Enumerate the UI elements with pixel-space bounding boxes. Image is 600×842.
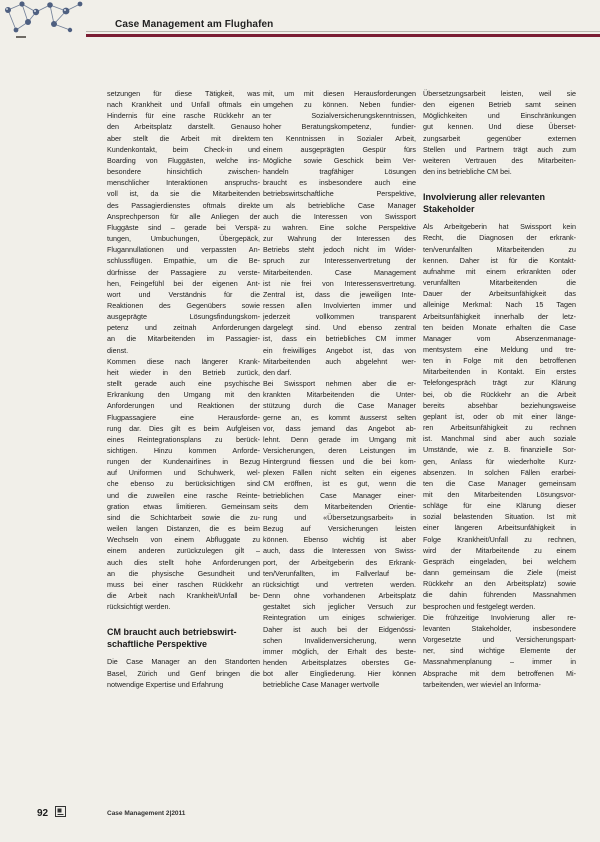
body-text-line: aufnahme mit einem erkrankten oder: [423, 266, 576, 276]
body-text-line: Erkrankung den Umgang mit den: [107, 390, 260, 400]
body-text-line: vor, dass jemand das Angebot ab-: [263, 423, 416, 433]
body-text-line: Massnahmenplanung – immer in: [423, 657, 576, 667]
body-text-line: bereits absehbar beziehungsweise: [423, 400, 576, 410]
body-text-line: rungen der Kundenairlines in Bezug: [107, 457, 260, 467]
body-text-line: Umstände, wie z. B. finanzielle Sor-: [423, 445, 576, 455]
body-text-line: stellt gerade auch eine psychische: [107, 379, 260, 389]
body-text-line: weiteren Vertrauen des Mitarbeiten-: [423, 155, 576, 165]
body-text-line: hoher Beratungskompetenz, fundier-: [263, 122, 416, 132]
body-text-line: mentsystem eine Meldung und tre-: [423, 344, 576, 354]
body-text-line: Möglichkeiten und Einschränkungen: [423, 111, 576, 121]
body-text-line: mit, um mit diesen Herausforderungen: [263, 89, 416, 98]
header-rule-top: [86, 31, 600, 32]
body-text-line: ten beiden Monate erhalten die Case: [423, 322, 576, 332]
body-text-line: gut kennen. Und diese Überset-: [423, 122, 576, 132]
body-text-line: zungsarbeit gegenüber externen: [423, 133, 576, 143]
body-text-line: den darf.: [263, 367, 292, 377]
body-text-line: lehnt. Denn gerade im Umgang mit: [263, 434, 416, 444]
body-text-line: ren Arbeitsunfähigkeit zu rechnen: [423, 423, 576, 433]
body-text-line: Boarding von Fluggästen, welche ins-: [107, 155, 260, 165]
body-text-line: Absprache mit dem betroffenen Mi-: [423, 668, 576, 678]
body-text-line: tarbeitenden, wer wieviel an Informa-: [423, 679, 541, 689]
body-text-line: auf Uniformen und Schuhwerk, wel-: [107, 468, 260, 478]
body-text-line: rücksichtigt werden.: [107, 602, 171, 612]
body-text-line: notwendige Expertise und Erfahrung: [107, 679, 224, 689]
body-text-line: Zentral ist, dass die jeweiligen Inte-: [263, 289, 416, 299]
body-text-line: auch, dass die Interessen von Swiss-: [263, 546, 416, 556]
body-text-line: jederzeit vollkommen transparent: [263, 312, 416, 322]
body-text-line: gerne an, es kommt äusserst selten: [263, 412, 416, 422]
body-text-line: Flugannullationen und verpassten An-: [107, 245, 260, 255]
body-text-line: den ins betriebliche CM bei.: [423, 167, 512, 177]
body-text-line: schen Invalidenversicherung, wenn: [263, 635, 416, 645]
body-text-line: Übersetzungsarbeit leisten, weil sie: [423, 89, 576, 98]
body-text-line: um als betriebliche Case Manager: [263, 200, 416, 210]
body-text-line: ner, sind wichtige Elemente der: [423, 646, 576, 656]
body-text-line: wird der Mitarbeitende zu einem: [423, 545, 576, 555]
header-rule: [86, 34, 600, 37]
body-text-line: handeln tragfähiger Lösungen: [263, 167, 416, 177]
body-text-line: an die Mitarbeitenden im Passagier-: [107, 334, 260, 344]
running-header-title: Case Management am Flughafen: [115, 19, 274, 30]
body-text-line: betriebswirtschaftliche Perspektive,: [263, 189, 416, 199]
body-text-line: krankten Mitarbeitenden die Unter-: [263, 390, 416, 400]
body-text-line: Basel, Zürich und Genf bringen die: [107, 668, 260, 678]
body-text-line: schlussflügen. Empathie, um die Be-: [107, 256, 260, 266]
body-text-line: Manager vom Absenzenmanage-: [423, 333, 576, 343]
body-text-line: den Arbeitsplatz darstellt. Genauso: [107, 122, 260, 132]
body-text-line: ten/Verunfallten, im Fallverlauf be-: [263, 568, 416, 578]
body-text-line: ter Sozialversicherungskenntnissen,: [263, 111, 416, 121]
body-text-line: Mitarbeitenden auch abgelehnt wer-: [263, 356, 416, 366]
body-text-line: Bei Swissport nehmen aber die er-: [263, 379, 416, 389]
publication-name: Case Management 2|2011: [107, 810, 186, 817]
publication-logo-icon: [55, 806, 66, 817]
body-text-line: auch dies stellt hohe Anforderungen: [107, 557, 260, 567]
body-text-line: dargelegt sind. Und ebenso zentral: [263, 323, 416, 333]
body-text-line: CM eröffnen, ist es gut, wenn die: [263, 479, 416, 489]
body-text-line: bei, ob die Rückkehr an die Arbeit: [423, 389, 576, 399]
body-text-line: können. Ebenso wichtig ist aber: [263, 535, 416, 545]
body-text-line: bot aller Eingliederung. Hier können: [263, 669, 416, 679]
body-text-line: gration etwas limitieren. Gemeinsam: [107, 501, 260, 511]
body-text-line: Reaktionen des Gegenübers sowie: [107, 300, 260, 310]
body-text-line: Flugpassagiere eine Herausforde-: [107, 412, 260, 422]
corner-mark: [16, 36, 26, 38]
text-column-1: [107, 88, 260, 690]
body-text-line: setzungen für diese Tätigkeit, was: [107, 89, 260, 98]
body-text-line: wort und Verständnis für die: [107, 289, 260, 299]
body-text-line: muss bei einer raschen Rückkehr an: [107, 579, 260, 589]
body-text-line: schläge für eine Klärung dieser: [423, 501, 576, 511]
body-text-line: ist nie frei von Interessensvertretung.: [263, 278, 416, 288]
text-column-2: [263, 88, 416, 690]
body-text-line: tungen, Umbuchungen, Übergepäck,: [107, 234, 260, 244]
body-text-line: nach Krankheit und Unfall oftmals ein: [107, 100, 260, 110]
body-text-line: Versicherungen, deren Leistungen im: [263, 446, 416, 455]
body-text-line: Reintegration um einiges schwieriger.: [263, 613, 416, 623]
body-text-line: Als Arbeitgeberin hat Swissport kein: [423, 222, 576, 232]
body-text-line: einem ausgeprägten Gespür fürs: [263, 144, 416, 154]
body-text-line: voll ist, da sie die Mitarbeitenden: [107, 189, 260, 199]
body-text-line: umgehen zu können. Neben fundier-: [263, 100, 416, 110]
body-text-line: betriebliche Case Manager wertvolle: [263, 680, 380, 690]
body-text-line: rung und «Übersetzungsarbeit» in: [263, 512, 416, 522]
body-text-line: henden Arbeitsplatzes oberstes Ge-: [263, 657, 416, 667]
body-text-line: rücksichtigt und vertreten werden.: [263, 579, 416, 589]
body-text-line: Ansprechperson für alle Anliegen der: [107, 211, 260, 221]
body-text-line: geplant ist, oder ob mit einer länge-: [423, 411, 576, 421]
body-text-line: gen, Anlass für wiederholte Kurz-: [423, 456, 576, 466]
body-text-line: ressen allen Involvierten immer und: [263, 300, 416, 310]
body-text-line: sozial belastenden Situation. Ist mit: [423, 512, 576, 522]
body-text-line: die Arbeit nach Krankheit/Unfall be-: [107, 591, 260, 601]
body-text-line: ten die Case Manager gemeinsam: [423, 478, 576, 488]
body-text-line: ein freiwilliges Angebot ist, das von: [263, 345, 416, 355]
body-text-line: Rückkehr an den Arbeitsplatz) sowie: [423, 579, 576, 589]
body-text-line: betrieblichen Case Manager einer-: [263, 490, 416, 500]
body-text-line: seits dem Mitarbeitenden Orientie-: [263, 501, 416, 511]
body-text-line: Denn ohne vorhandenen Arbeitsplatz: [263, 591, 416, 601]
body-text-line: die dahin führenden Massnahmen: [423, 590, 576, 600]
body-text-line: einer längeren Arbeitsunfähigkeit in: [423, 523, 576, 533]
body-text-line: Kundenkontakt, beim Check-in und: [107, 144, 260, 154]
body-text-line: den eigenen Betrieb samt seinen: [423, 100, 576, 110]
body-text-line: zur Wahrung der Interessen des: [263, 234, 416, 244]
body-text-line: braucht es insbesondere auch eine: [263, 178, 416, 188]
body-text-line: Folge Krankheit/Unfall zu rechnen,: [423, 534, 576, 544]
body-text-line: spruch zur Interessenvertretung der: [263, 256, 416, 266]
body-text-line: besondere hinsichtlich zwischen-: [107, 167, 260, 177]
body-text-line: Betriebs steht jedoch nicht im Wider-: [263, 245, 416, 255]
body-text-line: Mögliche sowie Geschick beim Ver-: [263, 155, 416, 165]
body-text-line: Recht, die Diagnosen der erkrank-: [423, 233, 576, 243]
section-heading: Stakeholder: [423, 204, 475, 215]
body-text-line: an die physische Gesundheit und: [107, 568, 260, 578]
body-text-line: absenzen. In solchen Fällen erarbei-: [423, 467, 576, 477]
section-heading: Involvierung aller relevanten: [423, 192, 546, 203]
body-text-line: Hintergrund fliessen und die bei kom-: [263, 457, 416, 467]
body-text-line: ten in Folge mit den betroffenen: [423, 356, 576, 366]
body-text-line: stützung durch die Case Manager: [263, 401, 416, 411]
body-text-line: und die zuweilen eine rasche Reinte-: [107, 490, 260, 500]
body-text-line: alleinige Merkmal: Nach 15 Tagen: [423, 300, 576, 310]
body-text-line: Daher ist auch bei der Eidgenössi-: [263, 624, 416, 634]
body-text-line: auch die Interessen von Swissport: [263, 211, 416, 221]
body-text-line: Vorgesetzte und Versicherungspart-: [423, 635, 576, 645]
body-text-line: verunfallten Mitarbeitenden die: [423, 278, 576, 288]
body-text-line: dann gemeinsam die Ziele (meist: [423, 568, 576, 578]
body-text-line: Anforderungen und Reaktionen der: [107, 401, 260, 411]
page-number: 92: [37, 808, 49, 819]
text-column-3: [423, 88, 576, 690]
body-text-line: ten Kenntnissen in Sozialer Arbeit,: [263, 133, 416, 143]
body-text-line: dürfnisse der Passagiere zu verste-: [107, 267, 260, 277]
body-text-line: hen, Feingefühl bei der eigenen Ant-: [107, 278, 260, 288]
body-text-line: eines Reintegrationsplans zu berück-: [107, 434, 260, 444]
body-text-line: heit wieder in den Betrieb zurück,: [107, 367, 260, 377]
body-text-line: Dauer der Arbeitsunfähigkeit das: [423, 289, 576, 299]
body-text-line: ist, dass ein betriebliches CM immer: [263, 334, 416, 344]
body-text-line: menschlicher Interaktionen anspruchs-: [107, 178, 260, 188]
body-text-line: Gespräch eingeladen, bei welchem: [423, 556, 576, 566]
body-text-line: besprochen und festgelegt werden.: [423, 601, 536, 611]
body-text-line: mit den Mitarbeitenden Lösungsvor-: [423, 490, 576, 499]
body-text-line: sind die Schichtarbeit sowie die zu-: [107, 512, 260, 522]
body-text-line: Die frühzeitige Involvierung aller re-: [423, 612, 576, 622]
body-text-line: ausgeprägte Lösungsfindungskom-: [107, 312, 260, 322]
body-text-line: kennen. Daher ist für die Kontakt-: [423, 255, 576, 265]
body-text-line: Arbeitsunfähigkeit innerhalb der letz-: [423, 311, 576, 321]
body-text-line: Stellen und Partnern trägt auch zum: [423, 144, 576, 154]
body-text-line: ist. Manchmal sind aber auch soziale: [423, 434, 576, 444]
body-text-line: rung dar. Dies gilt es beim Aufgleisen: [107, 423, 260, 433]
body-text-line: Bezug auf Versicherungen leisten: [263, 524, 416, 534]
body-text-line: Hindernis für eine rasche Rückkehr an: [107, 111, 260, 121]
body-text-line: port, der Arbeitgeberin des Erkrank-: [263, 557, 416, 567]
body-text-line: Kommen diese nach längerer Krank-: [107, 356, 260, 366]
body-text-line: sichtigen. Hinzu kommen Anforde-: [107, 446, 260, 455]
body-text-line: Fluggäste sind – gerade bei Verspä-: [107, 222, 260, 232]
body-text-line: Die Case Manager an den Standorten: [107, 657, 260, 667]
body-text-line: weilen langen Distanzen, die es beim: [107, 524, 260, 534]
body-text-line: ten/verunfallten Mitarbeitenden zu: [423, 244, 576, 254]
section-heading: schaftliche Perspektive: [107, 639, 208, 650]
body-text-line: Telefongespräch trägt zur Klärung: [423, 378, 576, 388]
body-text-line: aber stellt die Arbeit mit direktem: [107, 133, 260, 143]
body-text-line: levanten Stakeholder, insbesondere: [423, 623, 576, 633]
body-text-line: immer möglich, der Erhalt des beste-: [263, 646, 416, 656]
body-text-line: che ebenso zu berücksichtigen sind: [107, 479, 260, 489]
body-text-line: des Passagierdienstes oftmals direkte: [107, 200, 260, 210]
body-text-line: Mitarbeitenden in Kontakt. Ein erstes: [423, 367, 576, 377]
body-text-line: dienst.: [107, 345, 129, 355]
body-text-line: petenz und zeitnah Anforderungen: [107, 323, 260, 333]
body-text-line: zu wahren. Eine solche Perspektive: [263, 222, 416, 232]
body-text-line: Wechseln von einem Abfluggate zu: [107, 535, 260, 545]
body-text-line: einem anderen zurückzulegen gilt –: [107, 546, 260, 556]
body-text-line: Mitarbeitenden. Case Management: [263, 267, 416, 277]
body-text-line: gestaltet sich jeglicher Versuch zur: [263, 602, 416, 612]
section-heading: CM braucht auch betriebswirt-: [107, 627, 237, 638]
molecule-graphic: [0, 0, 100, 42]
body-text-line: plexen Fällen nicht selten ein eigenes: [263, 468, 416, 478]
